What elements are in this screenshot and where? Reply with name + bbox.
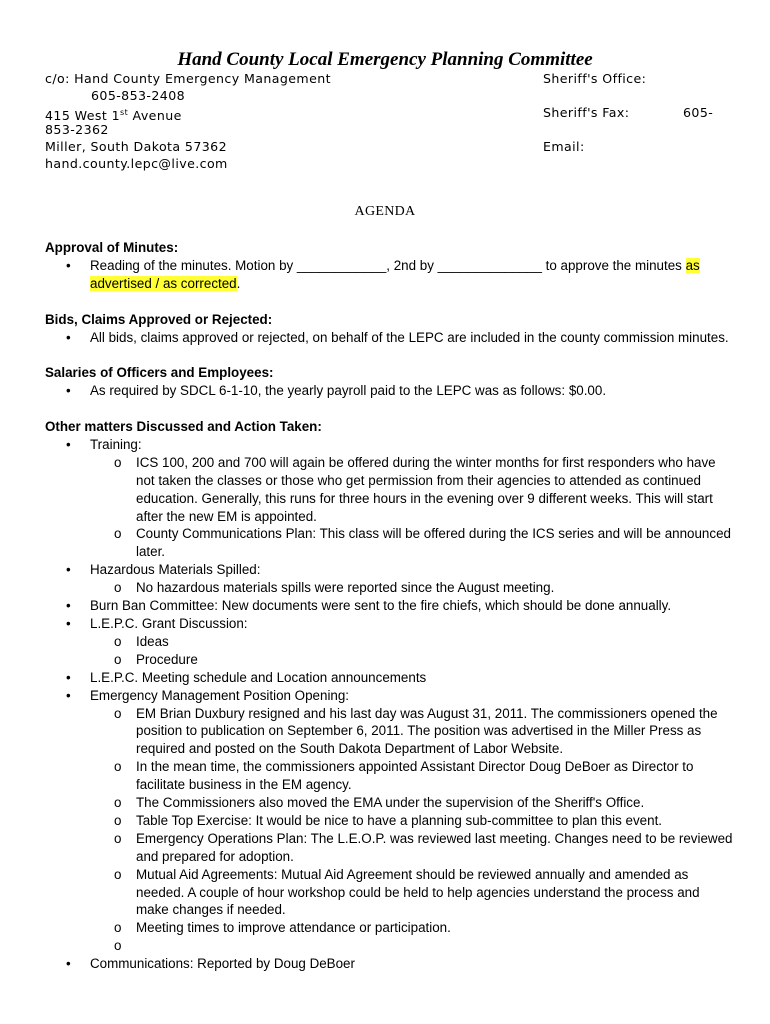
list-item: • As required by SDCL 6-1-10, the yearly payroll paid to the LEPC was as follows: $0.00.: [45, 382, 735, 400]
list-item-communications: • Communications: Reported by Doug DeBoer: [45, 955, 735, 973]
sub-list-item: o No hazardous materials spills were reported since the August meeting.: [90, 579, 735, 597]
training-label: Training:: [90, 436, 142, 452]
training-sublist: [90, 454, 735, 561]
phone-number: 605-853-2408: [91, 88, 186, 103]
address-care-of: c/o: Hand County Emergency Management: [45, 71, 331, 86]
email-label: Email:: [543, 139, 585, 154]
ordinal-suffix: st: [120, 108, 129, 117]
sub-list-item: o EM Brian Duxbury resigned and his last day was August 31, 2011. The commissioners opened the position to publication on September 6, 2011. The position was advertised in the Miller Press as required and posted on the South Dakota Department of Labor Website.: [90, 705, 735, 759]
grant-label: L.E.P.C. Grant Discussion:: [90, 615, 248, 631]
list-item-meeting-schedule: • L.E.P.C. Meeting schedule and Location announcements: [45, 669, 735, 687]
sub-list-item: o Ideas: [90, 633, 735, 651]
agenda-heading: AGENDA: [354, 204, 416, 219]
list-item-burn-ban: • Burn Ban Committee: New documents were sent to the fire chiefs, which should be done annually.: [45, 597, 735, 615]
sub-list-item: o Table Top Exercise: It would be nice to have a planning sub-committee to plan this event.: [90, 812, 735, 830]
sheriff-fax-label: Sheriff's Fax:: [543, 105, 630, 120]
section-heading-salaries: Salaries of Officers and Employees:: [45, 365, 274, 381]
fax-number-continued: 853-2362: [45, 122, 109, 137]
city-state-zip: Miller, South Dakota 57362: [45, 139, 227, 154]
minutes-text: Reading of the minutes. Motion by ____________, 2nd by ______________ to approve the minutes: [90, 257, 686, 273]
agenda-content: [45, 239, 735, 973]
sub-list-item: o ICS 100, 200 and 700 will again be offered during the winter months for first responders who have not taken the classes or those who get permission from their agencies to attended as continued education. Generally, this runs for three hours in the evening over 9 different weeks. This will start after the new EM is appointed.: [90, 454, 735, 526]
list-item: [45, 257, 735, 293]
email-address: hand.county.lepc@live.com: [45, 156, 228, 171]
street-address-main: 415 West 1: [45, 108, 121, 124]
sub-list-item: o Procedure: [90, 651, 735, 669]
sub-list-item: o County Communications Plan: This class will be offered during the ICS series and will be announced later.: [90, 525, 735, 561]
other-matters-list: [45, 436, 735, 973]
section-heading-bids: Bids, Claims Approved or Rejected:: [45, 311, 273, 327]
hazmat-label: Hazardous Materials Spilled:: [90, 562, 261, 578]
sub-list-item: o Meeting times to improve attendance or participation.: [90, 919, 735, 937]
em-position-sublist: [90, 705, 735, 956]
list-item: • All bids, claims approved or rejected, on behalf of the LEPC are included in the county commission minutes.: [45, 329, 735, 347]
document-title: Hand County Local Emergency Planning Committee: [177, 49, 593, 70]
list-item-training: [45, 436, 735, 561]
section-heading-minutes: Approval of Minutes:: [45, 240, 179, 255]
minutes-text-end: .: [236, 275, 241, 291]
sub-list-item: o Emergency Operations Plan: The L.E.O.P. was reviewed last meeting. Changes need to be reviewed and prepared for adoption.: [90, 830, 735, 866]
minutes-list: [45, 257, 735, 293]
list-item-grant: [45, 615, 735, 669]
list-item-hazmat: [45, 561, 735, 597]
em-position-label: Emergency Management Position Opening:: [90, 687, 350, 703]
bids-list: [45, 329, 735, 347]
sub-list-item: o The Commissioners also moved the EMA under the supervision of the Sheriff's Office.: [90, 794, 735, 812]
sheriff-fax-value: 605-: [683, 105, 714, 120]
grant-sublist: [90, 633, 735, 669]
salaries-list: [45, 382, 735, 400]
sub-list-item: o Mutual Aid Agreements: Mutual Aid Agreement should be reviewed annually and amended as needed. A couple of hour workshop could be held to help agencies understand the process and make changes if needed.: [90, 866, 735, 920]
hazmat-sublist: [90, 579, 735, 597]
highlighted-text: as advertised / as corrected: [90, 257, 700, 291]
section-heading-other: Other matters Discussed and Action Taken:: [45, 419, 322, 435]
sub-list-item-empty: [90, 937, 735, 955]
street-address-rest: Avenue: [128, 108, 182, 124]
sheriff-office-label: Sheriff's Office:: [543, 71, 647, 86]
sub-list-item: o In the mean time, the commissioners appointed Assistant Director Doug DeBoer as Director to facilitate business in the EM agency.: [90, 758, 735, 794]
list-item-em-position: [45, 687, 735, 956]
